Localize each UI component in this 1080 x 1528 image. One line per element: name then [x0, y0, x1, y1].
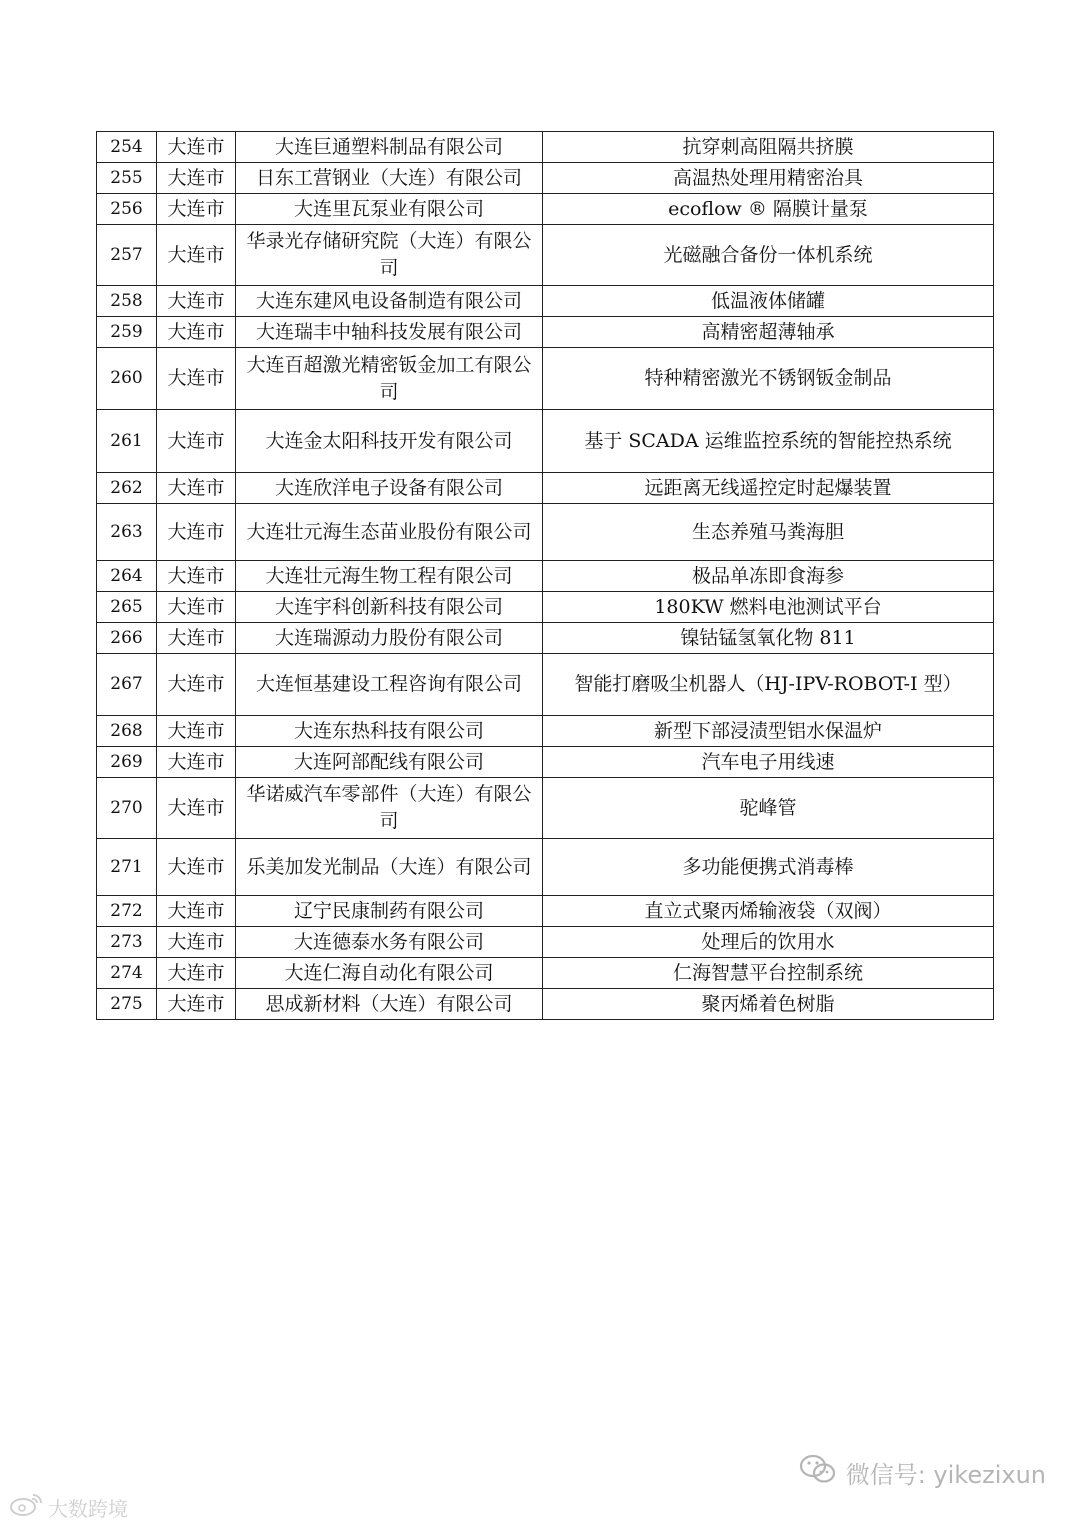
product-table	[96, 131, 994, 1020]
cell-company: 大连里瓦泵业有限公司	[236, 194, 543, 225]
cell-product: 180KW 燃料电池测试平台	[543, 592, 994, 623]
cell-company: 思成新材料（大连）有限公司	[236, 989, 543, 1020]
cell-company: 大连壮元海生物工程有限公司	[236, 561, 543, 592]
table-row	[97, 747, 994, 778]
cell-city: 大连市	[157, 989, 236, 1020]
cell-number: 275	[97, 989, 157, 1020]
cell-product: 驼峰管	[543, 778, 994, 839]
wechat-watermark	[798, 1452, 1046, 1492]
cell-number: 257	[97, 225, 157, 286]
cell-city: 大连市	[157, 317, 236, 348]
cell-number: 265	[97, 592, 157, 623]
cell-product: 直立式聚丙烯输液袋（双阀）	[543, 896, 994, 927]
cell-product: 基于 SCADA 运维监控系统的智能控热系统	[543, 410, 994, 473]
cell-number: 255	[97, 163, 157, 194]
cell-company: 大连宇科创新科技有限公司	[236, 592, 543, 623]
cell-city: 大连市	[157, 654, 236, 716]
cell-company: 大连恒基建设工程咨询有限公司	[236, 654, 543, 716]
table-row	[97, 194, 994, 225]
table-row	[97, 163, 994, 194]
cell-city: 大连市	[157, 286, 236, 317]
table-row	[97, 286, 994, 317]
table-row	[97, 989, 994, 1020]
cell-product: 特种精密激光不锈钢钣金制品	[543, 348, 994, 410]
cell-company: 大连百超激光精密钣金加工有限公司	[236, 348, 543, 410]
brand-text: 大数跨境	[48, 1496, 128, 1521]
cell-number: 270	[97, 778, 157, 839]
cell-city: 大连市	[157, 561, 236, 592]
cell-number: 266	[97, 623, 157, 654]
cell-company: 大连东热科技有限公司	[236, 716, 543, 747]
cell-number: 274	[97, 958, 157, 989]
cell-company: 大连仁海自动化有限公司	[236, 958, 543, 989]
table-row	[97, 654, 994, 716]
cell-company: 大连瑞源动力股份有限公司	[236, 623, 543, 654]
product-table-body	[97, 132, 994, 1020]
cell-city: 大连市	[157, 716, 236, 747]
cell-city: 大连市	[157, 839, 236, 896]
cell-company: 华录光存储研究院（大连）有限公司	[236, 225, 543, 286]
cell-product: 低温液体储罐	[543, 286, 994, 317]
cell-product: 光磁融合备份一体机系统	[543, 225, 994, 286]
cell-city: 大连市	[157, 592, 236, 623]
table-row	[97, 778, 994, 839]
table-row	[97, 839, 994, 896]
cell-city: 大连市	[157, 504, 236, 561]
cell-company: 大连金太阳科技开发有限公司	[236, 410, 543, 473]
table-row	[97, 561, 994, 592]
cell-product: 聚丙烯着色树脂	[543, 989, 994, 1020]
table-row	[97, 896, 994, 927]
cell-product: 抗穿刺高阻隔共挤膜	[543, 132, 994, 163]
cell-number: 273	[97, 927, 157, 958]
cell-number: 267	[97, 654, 157, 716]
wechat-icon	[798, 1453, 838, 1491]
cell-company: 大连阿部配线有限公司	[236, 747, 543, 778]
cell-company: 大连欣洋电子设备有限公司	[236, 473, 543, 504]
cell-number: 272	[97, 896, 157, 927]
cell-city: 大连市	[157, 410, 236, 473]
wechat-id-text: 微信号: yikezixun	[845, 1460, 1046, 1489]
cell-product: ecoflow ® 隔膜计量泵	[543, 194, 994, 225]
cell-product: 多功能便携式消毒棒	[543, 839, 994, 896]
cell-number: 268	[97, 716, 157, 747]
cell-company: 大连瑞丰中轴科技发展有限公司	[236, 317, 543, 348]
cell-city: 大连市	[157, 194, 236, 225]
cell-number: 269	[97, 747, 157, 778]
cell-number: 264	[97, 561, 157, 592]
cell-city: 大连市	[157, 348, 236, 410]
cell-number: 263	[97, 504, 157, 561]
cell-product: 高温热处理用精密治具	[543, 163, 994, 194]
table-row	[97, 716, 994, 747]
cell-number: 261	[97, 410, 157, 473]
cell-product: 处理后的饮用水	[543, 927, 994, 958]
cell-product: 智能打磨吸尘机器人（HJ-IPV-ROBOT-I 型）	[543, 654, 994, 716]
cell-number: 256	[97, 194, 157, 225]
table-row	[97, 927, 994, 958]
table-row	[97, 958, 994, 989]
cell-company: 日东工营钢业（大连）有限公司	[236, 163, 543, 194]
cell-company: 华诺威汽车零部件（大连）有限公司	[236, 778, 543, 839]
weibo-icon	[8, 1492, 44, 1523]
cell-company: 大连壮元海生态苗业股份有限公司	[236, 504, 543, 561]
cell-company: 大连巨通塑料制品有限公司	[236, 132, 543, 163]
cell-city: 大连市	[157, 225, 236, 286]
cell-company: 乐美加发光制品（大连）有限公司	[236, 839, 543, 896]
cell-product: 远距离无线遥控定时起爆装置	[543, 473, 994, 504]
cell-city: 大连市	[157, 896, 236, 927]
table-row	[97, 317, 994, 348]
cell-number: 271	[97, 839, 157, 896]
table-row	[97, 592, 994, 623]
table-row	[97, 473, 994, 504]
cell-company: 大连东建风电设备制造有限公司	[236, 286, 543, 317]
cell-city: 大连市	[157, 163, 236, 194]
cell-number: 260	[97, 348, 157, 410]
table-row	[97, 623, 994, 654]
cell-number: 259	[97, 317, 157, 348]
cell-product: 生态养殖马粪海胆	[543, 504, 994, 561]
cell-city: 大连市	[157, 623, 236, 654]
brand-watermark	[8, 1492, 128, 1522]
cell-product: 高精密超薄轴承	[543, 317, 994, 348]
cell-product: 镍钴锰氢氧化物 811	[543, 623, 994, 654]
cell-company: 大连德泰水务有限公司	[236, 927, 543, 958]
cell-product: 极品单冻即食海参	[543, 561, 994, 592]
cell-city: 大连市	[157, 747, 236, 778]
cell-city: 大连市	[157, 473, 236, 504]
cell-number: 262	[97, 473, 157, 504]
table-row	[97, 348, 994, 410]
cell-product: 仁海智慧平台控制系统	[543, 958, 994, 989]
table-row	[97, 504, 994, 561]
cell-number: 258	[97, 286, 157, 317]
cell-city: 大连市	[157, 958, 236, 989]
table-row	[97, 225, 994, 286]
cell-product: 新型下部浸渍型铝水保温炉	[543, 716, 994, 747]
table-row	[97, 410, 994, 473]
cell-product: 汽车电子用线速	[543, 747, 994, 778]
cell-city: 大连市	[157, 927, 236, 958]
cell-company: 辽宁民康制药有限公司	[236, 896, 543, 927]
cell-city: 大连市	[157, 778, 236, 839]
cell-number: 254	[97, 132, 157, 163]
table-row	[97, 132, 994, 163]
cell-city: 大连市	[157, 132, 236, 163]
